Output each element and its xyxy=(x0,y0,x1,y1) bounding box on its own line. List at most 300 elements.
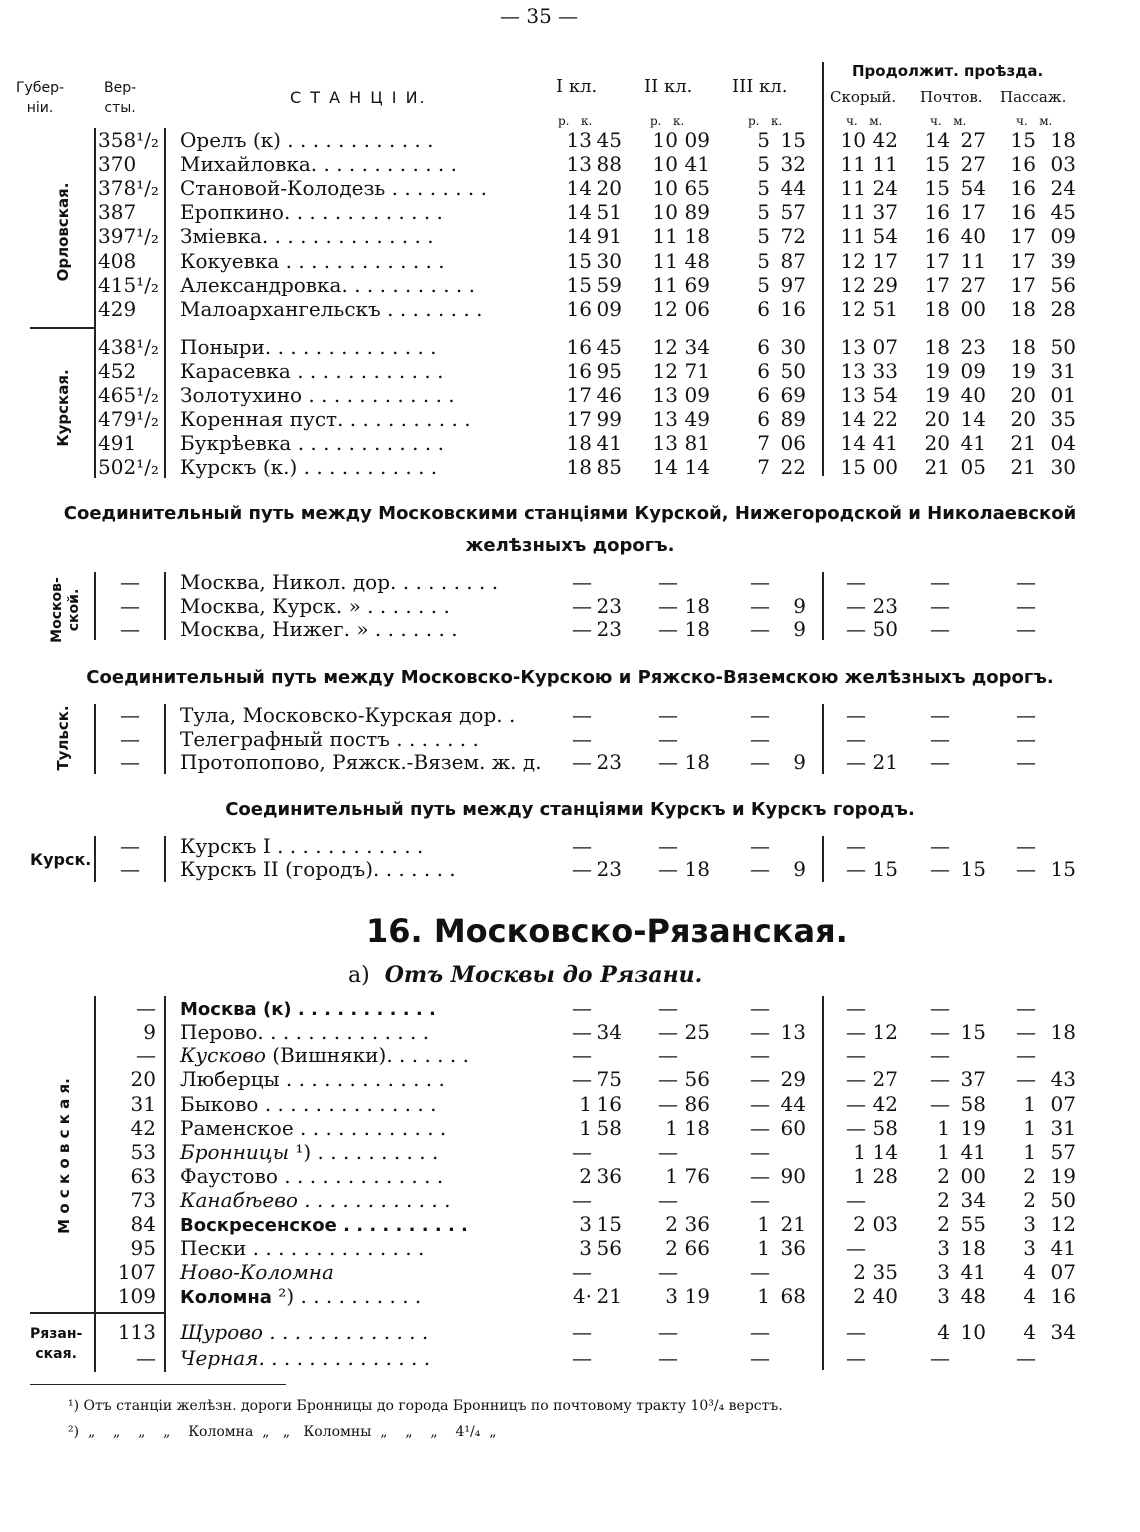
passenger-minutes: 45 xyxy=(1050,200,1076,224)
verst-cell: 53 xyxy=(130,1140,156,1164)
mail-hours: 19 xyxy=(924,359,950,383)
passenger-minutes: 07 xyxy=(1050,1260,1076,1284)
station-name-main: Фаустово . . . . . . . . . . . . . xyxy=(180,1164,444,1188)
header-duration-title: Продолжит. проѣзда. xyxy=(852,62,1044,80)
fare-1-rub: 14 xyxy=(566,200,592,224)
verst-cell: 479¹/₂ xyxy=(98,407,159,431)
header-chm2: ч. м. xyxy=(930,114,967,128)
mail-minutes: 09 xyxy=(960,359,986,383)
mail-hours: 20 xyxy=(924,407,950,431)
fare-1-rub: — xyxy=(572,1188,592,1212)
fare-1-rub: — xyxy=(572,703,592,727)
province-kursk: Курская. xyxy=(54,369,72,447)
fare-2-rub: 12 xyxy=(652,297,678,321)
mail-hours: 17 xyxy=(924,249,950,273)
express-hours: — xyxy=(846,1116,866,1140)
fare-2-rub: 10 xyxy=(652,152,678,176)
fare-2-rub: 10 xyxy=(652,200,678,224)
station-name-main: Становой-Колодезь . . . . . . . . xyxy=(180,176,487,200)
passenger-hours: 17 xyxy=(1010,249,1036,273)
fare-2-kop: 65 xyxy=(684,176,710,200)
fare-3-kop: 97 xyxy=(780,273,806,297)
verst-cell: 109 xyxy=(117,1284,156,1308)
table-row xyxy=(0,224,1140,248)
passenger-hours: — xyxy=(1016,1043,1036,1067)
fare-3-kop: 87 xyxy=(780,249,806,273)
passenger-hours: — xyxy=(1016,703,1036,727)
fare-3-rub: — xyxy=(750,617,770,641)
fare-3-rub: — xyxy=(750,1043,770,1067)
passenger-hours: — xyxy=(1016,996,1036,1020)
station-name xyxy=(180,407,471,431)
fare-2-rub: — xyxy=(658,1320,678,1344)
mail-hours: — xyxy=(930,703,950,727)
verst-cell: — xyxy=(120,834,140,858)
verst-cell: 408 xyxy=(98,249,137,273)
station-name xyxy=(180,1020,429,1044)
fare-1-rub: 14 xyxy=(566,224,592,248)
fare-3-rub: — xyxy=(750,1067,770,1091)
express-minutes: 41 xyxy=(872,431,898,455)
fare-3-rub: — xyxy=(750,1092,770,1116)
passenger-hours: — xyxy=(1016,1020,1036,1044)
table-row xyxy=(0,857,1140,881)
fare-1-rub: — xyxy=(572,617,592,641)
header-rk2: р. к. xyxy=(650,114,685,128)
table-row xyxy=(0,1140,1140,1164)
header-class1: I кл. xyxy=(556,76,598,97)
express-minutes: 58 xyxy=(872,1116,898,1140)
fare-3-kop: 9 xyxy=(793,617,806,641)
mail-minutes: 11 xyxy=(960,249,986,273)
passenger-minutes: 57 xyxy=(1050,1140,1076,1164)
fare-1-kop: 23 xyxy=(596,750,622,774)
fare-3-kop: 60 xyxy=(780,1116,806,1140)
fare-3-kop: 22 xyxy=(780,455,806,479)
verst-cell: — xyxy=(120,750,140,774)
fare-3-rub: — xyxy=(750,857,770,881)
express-minutes: 54 xyxy=(872,224,898,248)
mail-minutes: 17 xyxy=(960,200,986,224)
mail-hours: 20 xyxy=(924,431,950,455)
fare-3-kop: 9 xyxy=(793,750,806,774)
header-chm1: ч. м. xyxy=(846,114,883,128)
station-name-main: Тула, Московско-Курская дор. . xyxy=(180,703,516,727)
station-name-main: Черная. . . . . . . . . . . . . . xyxy=(180,1346,431,1370)
mail-hours: — xyxy=(930,727,950,751)
passenger-hours: 3 xyxy=(1023,1212,1036,1236)
fare-1-rub: — xyxy=(572,1320,592,1344)
station-name xyxy=(180,1212,468,1238)
rule-s1-province-split xyxy=(30,327,96,329)
mail-minutes: 41 xyxy=(960,1140,986,1164)
express-hours: 12 xyxy=(840,297,866,321)
fare-1-rub: — xyxy=(572,834,592,858)
table-row xyxy=(0,594,1140,618)
fare-1-kop: 23 xyxy=(596,857,622,881)
fare-2-rub: — xyxy=(658,727,678,751)
table-row xyxy=(0,1020,1140,1044)
express-minutes: 17 xyxy=(872,249,898,273)
header-skory: Скорый. xyxy=(830,88,897,106)
express-hours: — xyxy=(846,1043,866,1067)
fare-2-rub: — xyxy=(658,570,678,594)
rule-s5-province-split xyxy=(30,1312,166,1314)
station-name xyxy=(180,857,456,881)
fare-3-rub: 1 xyxy=(757,1212,770,1236)
mail-minutes: 19 xyxy=(960,1116,986,1140)
fare-3-rub: 7 xyxy=(757,455,770,479)
station-name-main: Раменское . . . . . . . . . . . . xyxy=(180,1116,447,1140)
passenger-hours: 18 xyxy=(1010,335,1036,359)
passenger-minutes: 18 xyxy=(1050,1020,1076,1044)
passenger-minutes: 43 xyxy=(1050,1067,1076,1091)
fare-3-rub: 6 xyxy=(757,407,770,431)
station-name-main: Карасевка . . . . . . . . . . . . xyxy=(180,359,444,383)
verst-cell: — xyxy=(120,570,140,594)
station-name-main: Москва, Нижег. » . . . . . . . xyxy=(180,617,458,641)
railway-title-text: 16. Московско-Рязанская. xyxy=(366,912,848,950)
fare-2-rub: 11 xyxy=(652,249,678,273)
passenger-minutes: 50 xyxy=(1050,1188,1076,1212)
fare-1-rub: 16 xyxy=(566,297,592,321)
mail-hours: — xyxy=(930,594,950,618)
railway-subtitle-prefix: а) xyxy=(348,963,370,988)
province-kursk-city: Курск. xyxy=(30,850,92,869)
table-row xyxy=(0,431,1140,455)
fare-3-kop: 68 xyxy=(780,1284,806,1308)
fare-1-kop: 36 xyxy=(596,1164,622,1188)
heading-ryazhsk-link: Соединительный путь между Московско-Курскою и Ряжско-Вяземскою желѣзныхъ дорогъ. xyxy=(86,667,1054,688)
fare-2-rub: — xyxy=(658,834,678,858)
header-rk3: р. к. xyxy=(748,114,783,128)
fare-3-rub: 1 xyxy=(757,1236,770,1260)
station-name-main: Поныри. . . . . . . . . . . . . . xyxy=(180,335,437,359)
fare-1-kop: 85 xyxy=(596,455,622,479)
fare-1-kop: 45 xyxy=(596,335,622,359)
fare-1-rub: — xyxy=(572,594,592,618)
mail-hours: 1 xyxy=(937,1140,950,1164)
fare-3-kop: 32 xyxy=(780,152,806,176)
express-hours: — xyxy=(846,703,866,727)
header-rk1: р. к. xyxy=(558,114,593,128)
fare-2-rub: 10 xyxy=(652,128,678,152)
express-minutes: 54 xyxy=(872,383,898,407)
station-name xyxy=(180,1260,334,1284)
station-name xyxy=(180,455,437,479)
passenger-minutes: 24 xyxy=(1050,176,1076,200)
passenger-hours: 17 xyxy=(1010,273,1036,297)
station-name xyxy=(180,249,445,273)
fare-1-rub: 18 xyxy=(566,455,592,479)
mail-hours: 3 xyxy=(937,1236,950,1260)
fare-1-rub: — xyxy=(572,1346,592,1370)
verst-cell: 31 xyxy=(130,1092,156,1116)
table-row xyxy=(0,152,1140,176)
passenger-minutes: 34 xyxy=(1050,1320,1076,1344)
mail-minutes: 27 xyxy=(960,152,986,176)
fare-3-kop: 30 xyxy=(780,335,806,359)
express-hours: 10 xyxy=(840,128,866,152)
fare-1-kop: 99 xyxy=(596,407,622,431)
header-class2: II кл. xyxy=(644,76,693,97)
passenger-hours: 18 xyxy=(1010,297,1036,321)
station-name-main: Змiевка. . . . . . . . . . . . . . xyxy=(180,224,434,248)
fare-1-kop: 20 xyxy=(596,176,622,200)
fare-1-kop: 15 xyxy=(596,1212,622,1236)
fare-1-kop: 16 xyxy=(596,1092,622,1116)
express-minutes: 23 xyxy=(872,594,898,618)
mail-minutes: 48 xyxy=(960,1284,986,1308)
fare-3-kop: 9 xyxy=(793,857,806,881)
station-name-main: Михайловка. . . . . . . . . . . . xyxy=(180,152,457,176)
station-name xyxy=(180,594,450,618)
express-hours: — xyxy=(846,1067,866,1091)
mail-minutes: 54 xyxy=(960,176,986,200)
table-row xyxy=(0,273,1140,297)
express-minutes: 28 xyxy=(872,1164,898,1188)
fare-3-rub: — xyxy=(750,570,770,594)
fare-2-kop: 69 xyxy=(684,273,710,297)
station-name-main: Букрѣевка . . . . . . . . . . . . xyxy=(180,431,444,455)
fare-1-rub: 14 xyxy=(566,176,592,200)
express-hours: 13 xyxy=(840,383,866,407)
header-passazh: Пассаж. xyxy=(1000,88,1067,106)
station-name-main: Телеграфный постъ . . . . . . . xyxy=(180,727,479,751)
express-hours: 14 xyxy=(840,407,866,431)
fare-2-kop: 18 xyxy=(684,750,710,774)
verst-cell: — xyxy=(136,1346,156,1370)
fare-1-kop: 45 xyxy=(596,128,622,152)
station-name xyxy=(180,1043,469,1067)
mail-minutes: 41 xyxy=(960,431,986,455)
footnote-1: ¹) Отъ станцiи желѣзн. дороги Бронницы до города Бронницъ по почтовому тракту 10³/₄ верстъ. xyxy=(68,1398,783,1414)
fare-3-kop: 15 xyxy=(780,128,806,152)
fare-2-rub: — xyxy=(658,1140,678,1164)
station-name-main: Коломна xyxy=(180,1287,272,1308)
station-name xyxy=(180,750,542,774)
fare-3-kop: 13 xyxy=(780,1020,806,1044)
page-number: — 35 — xyxy=(500,4,579,28)
verst-cell: — xyxy=(120,857,140,881)
fare-2-kop: 86 xyxy=(684,1092,710,1116)
mail-hours: 4 xyxy=(937,1320,950,1344)
table-row xyxy=(0,996,1140,1020)
station-name-main: Пески . . . . . . . . . . . . . . xyxy=(180,1236,425,1260)
fare-3-rub: — xyxy=(750,996,770,1020)
fare-2-rub: 11 xyxy=(652,273,678,297)
express-hours: — xyxy=(846,570,866,594)
fare-3-rub: — xyxy=(750,1020,770,1044)
fare-3-rub: 6 xyxy=(757,297,770,321)
express-hours: — xyxy=(846,834,866,858)
fare-1-kop: 41 xyxy=(596,431,622,455)
fare-2-kop: 81 xyxy=(684,431,710,455)
fare-1-rub: 3 xyxy=(579,1212,592,1236)
fare-1-kop: 58 xyxy=(596,1116,622,1140)
station-name xyxy=(180,1188,450,1212)
mail-minutes: 15 xyxy=(960,857,986,881)
verst-cell: 107 xyxy=(117,1260,156,1284)
table-row xyxy=(0,1236,1140,1260)
fare-2-kop: 09 xyxy=(684,128,710,152)
express-minutes: 50 xyxy=(872,617,898,641)
station-name xyxy=(180,431,444,455)
verst-cell: — xyxy=(120,617,140,641)
fare-3-kop: 44 xyxy=(780,1092,806,1116)
mail-hours: — xyxy=(930,834,950,858)
express-minutes: 33 xyxy=(872,359,898,383)
mail-minutes: 27 xyxy=(960,273,986,297)
passenger-minutes: 09 xyxy=(1050,224,1076,248)
fare-3-rub: 1 xyxy=(757,1284,770,1308)
mail-minutes: 10 xyxy=(960,1320,986,1344)
fare-1-kop: 09 xyxy=(596,297,622,321)
fare-2-kop: 71 xyxy=(684,359,710,383)
station-name xyxy=(180,1284,421,1310)
fare-2-rub: 2 xyxy=(665,1212,678,1236)
fare-2-kop: 76 xyxy=(684,1164,710,1188)
fare-2-rub: 10 xyxy=(652,176,678,200)
verst-cell: 397¹/₂ xyxy=(98,224,159,248)
mail-hours: 2 xyxy=(937,1188,950,1212)
express-minutes: 07 xyxy=(872,335,898,359)
fare-2-kop: 18 xyxy=(684,1116,710,1140)
express-minutes: 21 xyxy=(872,750,898,774)
fare-1-rub: 17 xyxy=(566,407,592,431)
fare-2-rub: 14 xyxy=(652,455,678,479)
header-versty: Вер- сты. xyxy=(104,80,137,116)
station-name-main: Орелъ (к) . . . . . . . . . . . . xyxy=(180,128,434,152)
mail-minutes: 00 xyxy=(960,297,986,321)
station-name xyxy=(180,1140,438,1164)
mail-hours: 21 xyxy=(924,455,950,479)
express-minutes: 00 xyxy=(872,455,898,479)
fare-2-kop: 36 xyxy=(684,1212,710,1236)
mail-minutes: 40 xyxy=(960,224,986,248)
express-minutes: 51 xyxy=(872,297,898,321)
passenger-hours: 4 xyxy=(1023,1260,1036,1284)
fare-3-kop: 90 xyxy=(780,1164,806,1188)
fare-2-rub: — xyxy=(658,1020,678,1044)
mail-hours: — xyxy=(930,857,950,881)
fare-1-rub: 18 xyxy=(566,431,592,455)
station-name-main: Малоархангельскъ . . . . . . . . xyxy=(180,297,483,321)
fare-2-kop: 19 xyxy=(684,1284,710,1308)
station-name-main: Москва (к) . . . . . . . . . . . xyxy=(180,999,436,1020)
fare-3-kop: 06 xyxy=(780,431,806,455)
station-name xyxy=(180,128,434,152)
express-hours: 11 xyxy=(840,200,866,224)
express-minutes: 11 xyxy=(872,152,898,176)
fare-3-rub: — xyxy=(750,1140,770,1164)
fare-1-rub: 16 xyxy=(566,359,592,383)
fare-3-kop: 29 xyxy=(780,1067,806,1091)
header-pochtov: Почтов. xyxy=(920,88,983,106)
table-row xyxy=(0,1116,1140,1140)
fare-3-rub: 7 xyxy=(757,431,770,455)
express-hours: 12 xyxy=(840,249,866,273)
verst-cell: 465¹/₂ xyxy=(98,383,159,407)
fare-1-rub: 13 xyxy=(566,152,592,176)
station-name xyxy=(180,383,455,407)
fare-3-rub: 5 xyxy=(757,249,770,273)
fare-1-rub: — xyxy=(572,570,592,594)
table-row xyxy=(0,727,1140,751)
fare-1-rub: 1 xyxy=(579,1092,592,1116)
express-hours: 15 xyxy=(840,455,866,479)
passenger-hours: — xyxy=(1016,750,1036,774)
passenger-minutes: 28 xyxy=(1050,297,1076,321)
station-name xyxy=(180,335,437,359)
fare-2-rub: — xyxy=(658,1043,678,1067)
passenger-hours: 20 xyxy=(1010,407,1036,431)
province-orel: Орловская. xyxy=(54,182,72,282)
station-name-main: Перово. . . . . . . . . . . . . . xyxy=(180,1020,430,1044)
passenger-hours: — xyxy=(1016,857,1036,881)
station-name xyxy=(180,1320,428,1344)
fare-2-rub: — xyxy=(658,1346,678,1370)
fare-3-kop: 69 xyxy=(780,383,806,407)
table-row xyxy=(0,297,1140,321)
table-row xyxy=(0,703,1140,727)
table-row xyxy=(0,455,1140,479)
station-name-main: Воскресенское . . . . . . . . . . xyxy=(180,1215,468,1236)
fare-2-kop: 18 xyxy=(684,594,710,618)
fare-1-rub: — xyxy=(572,1140,592,1164)
express-minutes: 42 xyxy=(872,1092,898,1116)
mail-hours: — xyxy=(930,617,950,641)
passenger-minutes: 03 xyxy=(1050,152,1076,176)
fare-3-rub: — xyxy=(750,1346,770,1370)
express-hours: 12 xyxy=(840,273,866,297)
verst-cell: 415¹/₂ xyxy=(98,273,159,297)
station-name xyxy=(180,273,475,297)
station-name-main: Еропкино. . . . . . . . . . . . . xyxy=(180,200,443,224)
station-name xyxy=(180,570,498,594)
fare-3-rub: — xyxy=(750,1116,770,1140)
table-row xyxy=(0,1188,1140,1212)
fare-2-rub: 13 xyxy=(652,383,678,407)
fare-2-rub: 12 xyxy=(652,335,678,359)
fare-3-rub: — xyxy=(750,834,770,858)
fare-2-kop: 25 xyxy=(684,1020,710,1044)
fare-3-rub: 6 xyxy=(757,383,770,407)
table-row xyxy=(0,834,1140,858)
fare-1-kop: 23 xyxy=(596,594,622,618)
fare-2-rub: — xyxy=(658,1188,678,1212)
fare-2-rub: 11 xyxy=(652,224,678,248)
verst-cell: — xyxy=(136,1043,156,1067)
mail-hours: 14 xyxy=(924,128,950,152)
table-row xyxy=(0,1164,1140,1188)
mail-hours: 3 xyxy=(937,1260,950,1284)
passenger-hours: 16 xyxy=(1010,152,1036,176)
fare-1-kop: 51 xyxy=(596,200,622,224)
fare-3-kop: 21 xyxy=(780,1212,806,1236)
passenger-hours: 15 xyxy=(1010,128,1036,152)
fare-1-kop: 34 xyxy=(596,1020,622,1044)
mail-hours: 1 xyxy=(937,1116,950,1140)
express-hours: — xyxy=(846,594,866,618)
passenger-minutes: 07 xyxy=(1050,1092,1076,1116)
passenger-minutes: 31 xyxy=(1050,359,1076,383)
table-row xyxy=(0,383,1140,407)
station-name xyxy=(180,1067,445,1091)
passenger-hours: 16 xyxy=(1010,200,1036,224)
station-name xyxy=(180,176,487,200)
passenger-minutes: 35 xyxy=(1050,407,1076,431)
